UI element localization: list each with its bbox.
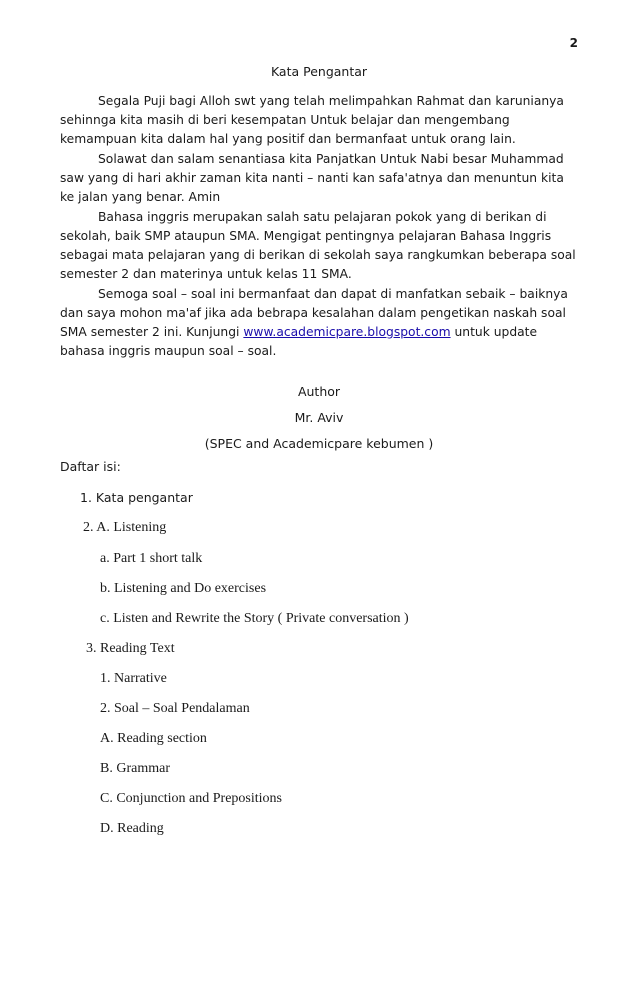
author-label: Author: [297, 384, 341, 399]
toc-item: 2. A. Listening: [83, 520, 167, 535]
toc-item: c. Listen and Rewrite the Story ( Private conversation ): [100, 611, 409, 626]
paragraph-closing: [60, 285, 580, 361]
toc-item: 1. Narrative: [100, 671, 167, 686]
toc-item: 2. Soal – Soal Pendalaman: [100, 701, 250, 716]
paragraph-intro: Segala Puji bagi Alloh swt yang telah melimpahkan Rahmat dan karunianya sehinnga kita masih di beri kesempatan Untuk belajar dan mengembang kemampuan kita dalam hal yang positif dan bermanfaat untuk orang lain.: [60, 94, 564, 146]
toc-item: a. Part 1 short talk: [100, 551, 203, 566]
toc-item: A. Reading section: [100, 731, 207, 746]
page-title: Kata Pengantar: [270, 64, 368, 79]
closing-text-start: Semoga soal – soal ini bermanfaat dan dapat di manfatkan sebaik – baiknya dan saya mohon ma'af jika ada bebrapa kesalahan dalam pengetikan naskah soal SMA semester 2 ini. Kunjungi: [60, 287, 568, 339]
toc-item: C. Conjunction and Prepositions: [100, 791, 282, 806]
toc-heading: Daftar isi:: [60, 459, 121, 474]
toc-item: 3. Reading Text: [86, 641, 175, 656]
closing-text-end: untuk update bahasa inggris maupun soal – soal.: [60, 325, 538, 358]
paragraph-bahasa-inggris: Bahasa inggris merupakan salah satu pelajaran pokok yang di berikan di sekolah, baik SMP ataupun SMA. Mengigat pentingnya pelajaran Bahasa Inggris sebagai mata pelajaran yang di berikan di sekolah saya rangkumkan beberapa soal semester 2 dan materinya untuk kelas 11 SMA.: [60, 210, 576, 281]
author-affiliation: (SPEC and Academicpare kebumen ): [204, 436, 434, 451]
toc-item: 1. Kata pengantar: [80, 490, 193, 505]
toc-item: b. Listening and Do exercises: [100, 581, 267, 596]
toc-item: D. Reading: [100, 821, 164, 836]
paragraph-solawat: Solawat dan salam senantiasa kita Panjatkan Untuk Nabi besar Muhammad saw yang di hari akhir zaman kita nanti – nanti kan safa'atnya dan menuntun kita ke jalan yang benar. Amin: [60, 152, 564, 204]
toc-item: B. Grammar: [100, 761, 170, 776]
author-name: Mr. Aviv: [294, 410, 344, 425]
page-number: 2: [569, 36, 578, 50]
blog-link[interactable]: www.academicpare.blogspot.com: [243, 325, 451, 339]
